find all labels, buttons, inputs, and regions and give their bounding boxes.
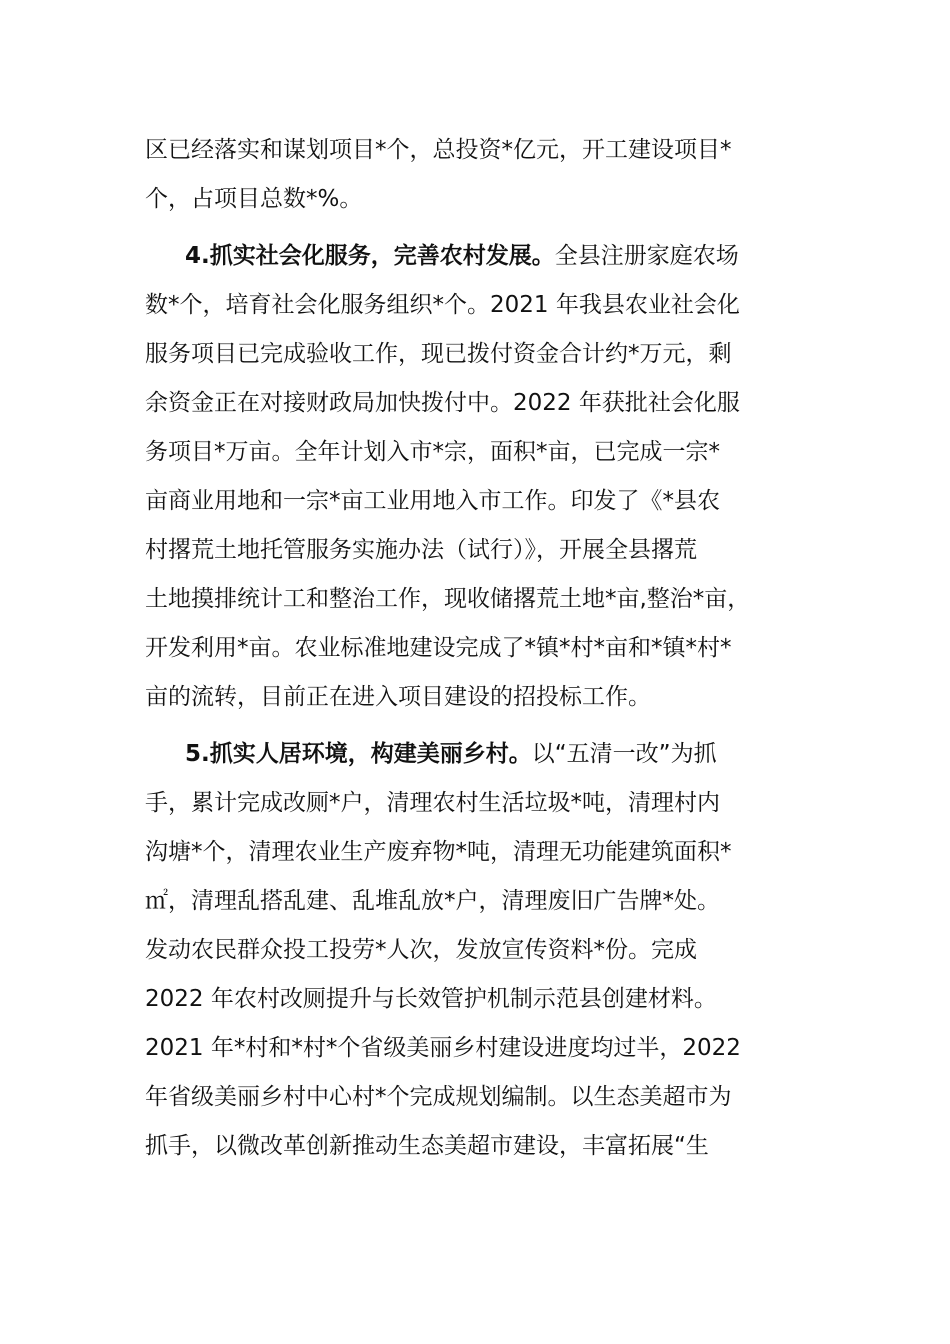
paragraph-social-services — [145, 232, 817, 722]
text-line: 服务项目已完成验收工作，现已拨付资金合计约*万元，剩 — [145, 341, 732, 367]
text-line: 土地摸排统计工和整治工作，现收储撂荒土地*亩,整治*亩， — [145, 586, 751, 612]
paragraph-first-line — [145, 232, 817, 281]
text-line: ㎡，清理乱搭乱建、乱堆乱放*户，清理废旧广告牌*处。 — [145, 888, 720, 914]
text-run: 全县注册家庭农场 — [554, 243, 739, 269]
text-line: 数*个，培育社会化服务组织*个。2021 年我县农业社会化 — [145, 292, 740, 318]
paragraph-living-environment — [145, 730, 817, 1171]
paragraph-first-line — [145, 730, 817, 779]
text-line: 抓手，以微改革创新推动生态美超市建设，丰富拓展“生 — [145, 1133, 709, 1159]
text-line: 区已经落实和谋划项目*个，总投资*亿元，开工建设项目* — [145, 137, 732, 163]
text-line: 亩的流转，目前正在进入项目建设的招投标工作。 — [145, 684, 651, 710]
text-line: 亩商业用地和一宗*亩工业用地入市工作。印发了《*县农 — [145, 488, 720, 514]
text-line: 年省级美丽乡村中心村*个完成规划编制。以生态美超市为 — [145, 1084, 732, 1110]
text-line: 手，累计完成改厕*户，清理农村生活垃圾*吨，清理村内 — [145, 790, 720, 816]
text-line: 2022 年农村改厕提升与长效管护机制示范县创建材料。 — [145, 986, 717, 1012]
text-line: 开发利用*亩。农业标准地建设完成了*镇*村*亩和*镇*村* — [145, 635, 732, 661]
paragraph-gap — [145, 722, 817, 730]
paragraph-gap — [145, 224, 817, 232]
text-line: 个，占项目总数*%。 — [145, 186, 363, 212]
text-line: 余资金正在对接财政局加快拨付中。2022 年获批社会化服 — [145, 390, 740, 416]
section-heading-4: 4.抓实社会化服务，完善农村发展。 — [185, 243, 555, 269]
text-line: 村撂荒土地托管服务实施办法（试行）》，开展全县撂荒 — [145, 537, 697, 563]
text-run: 以“五清一改”为抓 — [531, 741, 717, 767]
text-line: 沟塘*个，清理农业生产废弃物*吨，清理无功能建筑面积* — [145, 839, 732, 865]
section-heading-5: 5.抓实人居环境，构建美丽乡村。 — [185, 741, 532, 767]
paragraph-project-continuation — [145, 126, 817, 224]
text-line: 发动农民群众投工投劳*人次，发放宣传资料*份。完成 — [145, 937, 697, 963]
text-line: 务项目*万亩。全年计划入市*宗，面积*亩，已完成一宗* — [145, 439, 720, 465]
document-body — [145, 126, 817, 1171]
text-line: 2021 年*村和*村*个省级美丽乡村建设进度均过半，2022 — [145, 1035, 741, 1061]
